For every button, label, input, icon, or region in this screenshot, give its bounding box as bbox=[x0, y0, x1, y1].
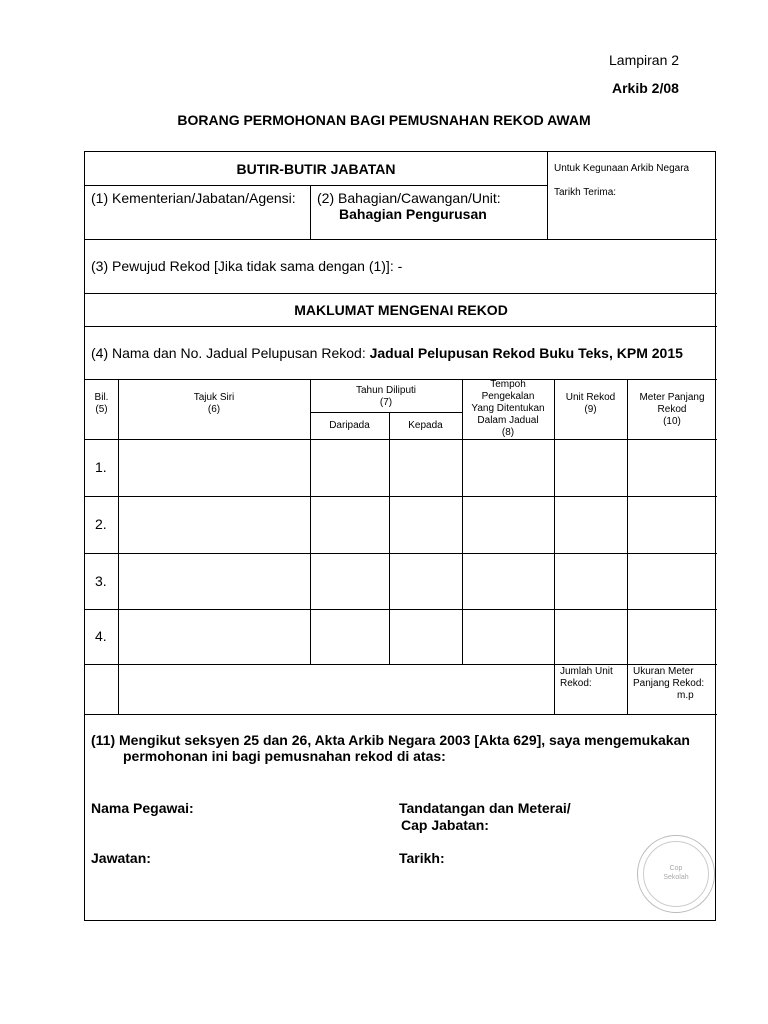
col-header-kepada: Kepada bbox=[408, 420, 443, 431]
field-jadual-value: Jadual Pelupusan Rekod Buku Teks, KPM 2015 bbox=[369, 345, 683, 361]
jumlah-unit-rekod-label: Jumlah Unit Rekod: bbox=[560, 666, 613, 689]
table-row-number: 1. bbox=[95, 459, 107, 475]
section-heading-maklumat-rekod: MAKLUMAT MENGENAI REKOD bbox=[294, 302, 508, 318]
field-kementerian-label: (1) Kementerian/Jabatan/Agensi: bbox=[91, 190, 296, 206]
lampiran-label: Lampiran 2 bbox=[609, 52, 680, 68]
col-header-tahun-diliputi: Tahun Diliputi (7) bbox=[355, 385, 417, 408]
table-row-number: 3. bbox=[95, 573, 107, 589]
col-header-unit-rekod: Unit Rekod (9) bbox=[565, 392, 616, 415]
tandatangan-label: Tandatangan dan Meterai/ bbox=[399, 800, 571, 816]
col-header-meter-panjang: Meter Panjang Rekod (10) bbox=[639, 392, 705, 427]
field-pewujud-label: (3) Pewujud Rekod [Jika tidak sama dengan (1)]: - bbox=[91, 258, 403, 274]
cap-jabatan-label: Cap Jabatan: bbox=[401, 817, 489, 833]
jawatan-label: Jawatan: bbox=[91, 850, 151, 866]
col-header-tempoh: Tempoh Pengekalan Yang Ditentukan Dalam Jadual (8) bbox=[471, 379, 545, 438]
application-form bbox=[84, 151, 716, 921]
col-header-daripada: Daripada bbox=[329, 420, 370, 431]
table-row-number: 2. bbox=[95, 516, 107, 532]
field-bahagian-label: (2) Bahagian/Cawangan/Unit: bbox=[317, 190, 501, 206]
col-header-tajuk-siri: Tajuk Siri (6) bbox=[193, 392, 235, 415]
document-title: BORANG PERMOHONAN BAGI PEMUSNAHAN REKOD AWAM bbox=[177, 112, 591, 128]
declaration-line-1: (11) Mengikut seksyen 25 dan 26, Akta Arkib Negara 2003 [Akta 629], saya mengemukakan bbox=[91, 732, 690, 748]
declaration-line-2: permohonan ini bagi pemusnahan rekod di atas: bbox=[123, 748, 446, 764]
arkib-code: Arkib 2/08 bbox=[612, 80, 679, 96]
nama-pegawai-label: Nama Pegawai: bbox=[91, 800, 194, 816]
tarikh-terima-label: Tarikh Terima: bbox=[554, 187, 617, 198]
office-use-label: Untuk Kegunaan Arkib Negara bbox=[554, 163, 690, 174]
field-jadual-label: (4) Nama dan No. Jadual Pelupusan Rekod: bbox=[91, 345, 370, 361]
field-bahagian-value: Bahagian Pengurusan bbox=[339, 206, 487, 222]
table-row-number: 4. bbox=[95, 628, 107, 644]
section-heading-butir-jabatan: BUTIR-BUTIR JABATAN bbox=[236, 161, 396, 177]
col-header-bil: Bil. (5) bbox=[94, 392, 109, 415]
stamp-text: Cop Sekolah bbox=[663, 865, 689, 881]
ukuran-meter-label: Ukuran Meter Panjang Rekod: m.p bbox=[633, 666, 705, 701]
tarikh-label: Tarikh: bbox=[399, 850, 445, 866]
field-jadual-pelupusan bbox=[91, 345, 683, 361]
